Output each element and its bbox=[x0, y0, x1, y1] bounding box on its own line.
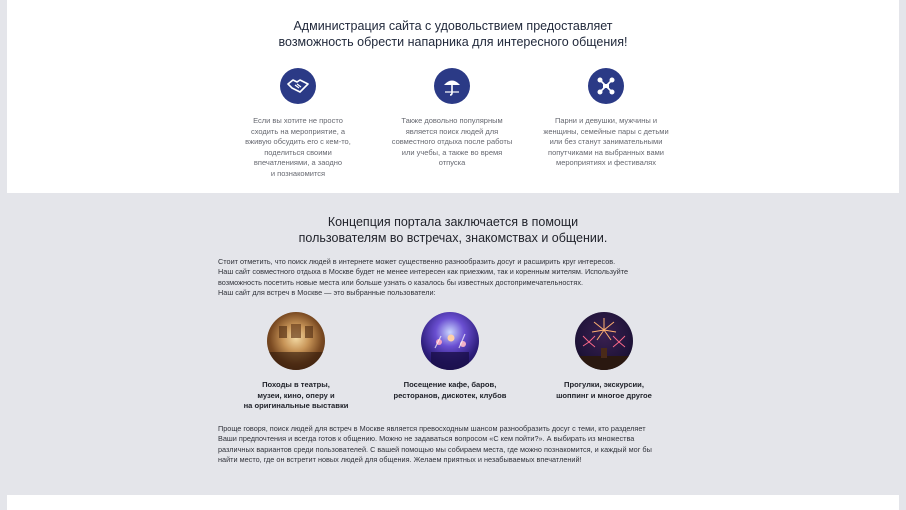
paragraph-line: Стоит отметить, что поиск людей в интернете может существенно разнообразить досуг и расширить круг интересов. bbox=[218, 257, 616, 266]
intro-title-line: Администрация сайта с удовольствием предоставляет bbox=[293, 19, 613, 33]
paragraph-line: найти место, где он встретит новых людей для общения. Желаем приятных и незабываемых впечатлений! bbox=[218, 455, 582, 465]
feature-text-line: Парни и девушки, мужчины и bbox=[554, 116, 658, 125]
feature-text-line: совместного отдыха после работы bbox=[391, 137, 513, 146]
caption-line: музеи, кино, оперу и bbox=[257, 390, 335, 400]
activity-walks-caption bbox=[529, 380, 679, 401]
paragraph-line: Проще говоря, поиск людей для встреч в Москве является превосходным шансом разнообразить досуг с теми, кто разделяет bbox=[218, 424, 646, 433]
feature-text-line: Также довольно популярным bbox=[401, 116, 503, 125]
feature-text-line: или учебы, а также во время bbox=[401, 147, 503, 157]
paragraph-line: Наш сайт для встреч в Москве — это выбранные пользователи: bbox=[218, 288, 436, 298]
people-network-icon bbox=[588, 68, 624, 104]
handshake-icon bbox=[280, 68, 316, 104]
caption-line: шоппинг и многое другое bbox=[556, 390, 652, 400]
activity-walks bbox=[529, 312, 679, 401]
intro-title-line: возможность обрести напарника для интересного общения! bbox=[278, 35, 628, 49]
caption-line: Посещение кафе, баров, bbox=[403, 380, 497, 389]
feature-text-line: является поиск людей для bbox=[405, 126, 499, 136]
fireworks-photo bbox=[575, 312, 633, 370]
intro-card bbox=[7, 0, 899, 193]
intro-title bbox=[7, 18, 899, 50]
concept-title-line: пользователям во встречах, знакомствах и общении. bbox=[298, 231, 608, 245]
caption-line: Прогулки, экскурсии, bbox=[564, 380, 644, 389]
caption-line: ресторанов, дискотек, клубов bbox=[393, 390, 507, 400]
theater-photo bbox=[267, 312, 325, 370]
concept-title bbox=[0, 214, 906, 246]
feature-meet bbox=[228, 68, 368, 179]
concept-section bbox=[0, 196, 906, 494]
concept-paragraph-1 bbox=[218, 257, 688, 299]
feature-companions-text bbox=[536, 116, 676, 169]
feature-text-line: и познакомится bbox=[270, 168, 326, 178]
feature-meet-text bbox=[228, 116, 368, 179]
activity-theater bbox=[221, 312, 371, 412]
paragraph-line: различных вариантов среди пользователей. С вашей помощью мы собираем места, где можно познакомится, и каждый мог бы bbox=[218, 444, 652, 454]
activity-party bbox=[375, 312, 525, 401]
feature-leisure-text bbox=[382, 116, 522, 169]
feature-text-line: сходить на мероприятие, а bbox=[250, 126, 346, 136]
feature-text-line: вживую обсудить его с кем-то, bbox=[245, 137, 351, 146]
feature-text-line: попутчиками на выбранных вами bbox=[548, 147, 664, 157]
paragraph-line: возможность посетить новые места или больше узнать о казалось бы известных достопримечательностях. bbox=[218, 277, 584, 287]
feature-text-line: женщины, семейные пары с детьми bbox=[543, 126, 669, 136]
feature-text-line: Если вы хотите не просто bbox=[253, 116, 343, 125]
caption-line: Походы в театры, bbox=[262, 380, 330, 389]
next-section-card bbox=[7, 495, 899, 510]
paragraph-line: Наш сайт совместного отдыха в Москве будет не менее интересен как приезжим, так и коренным жителям. Используйте bbox=[218, 267, 629, 277]
party-photo bbox=[421, 312, 479, 370]
paragraph-line: Ваши предпочтения и всегда готов к общению. Можно не задаваться вопросом «С кем пойти?». А выбирать из множества bbox=[218, 434, 635, 444]
caption-line: на оригинальные выставки bbox=[243, 401, 349, 411]
concept-paragraph-2 bbox=[218, 424, 688, 466]
feature-text-line: впечатлениями, а заодно bbox=[253, 158, 343, 167]
activity-theater-caption bbox=[221, 380, 371, 412]
feature-companions bbox=[536, 68, 676, 169]
feature-text-line: поделиться своими bbox=[264, 147, 332, 157]
umbrella-icon bbox=[434, 68, 470, 104]
feature-text-line: мероприятиях и фестивалях bbox=[556, 158, 656, 167]
concept-title-line: Концепция портала заключается в помощи bbox=[327, 215, 579, 229]
feature-text-line: или без станут занимательными bbox=[549, 137, 663, 146]
feature-text-line: отпуска bbox=[438, 158, 466, 167]
feature-leisure bbox=[382, 68, 522, 169]
activity-party-caption bbox=[375, 380, 525, 401]
